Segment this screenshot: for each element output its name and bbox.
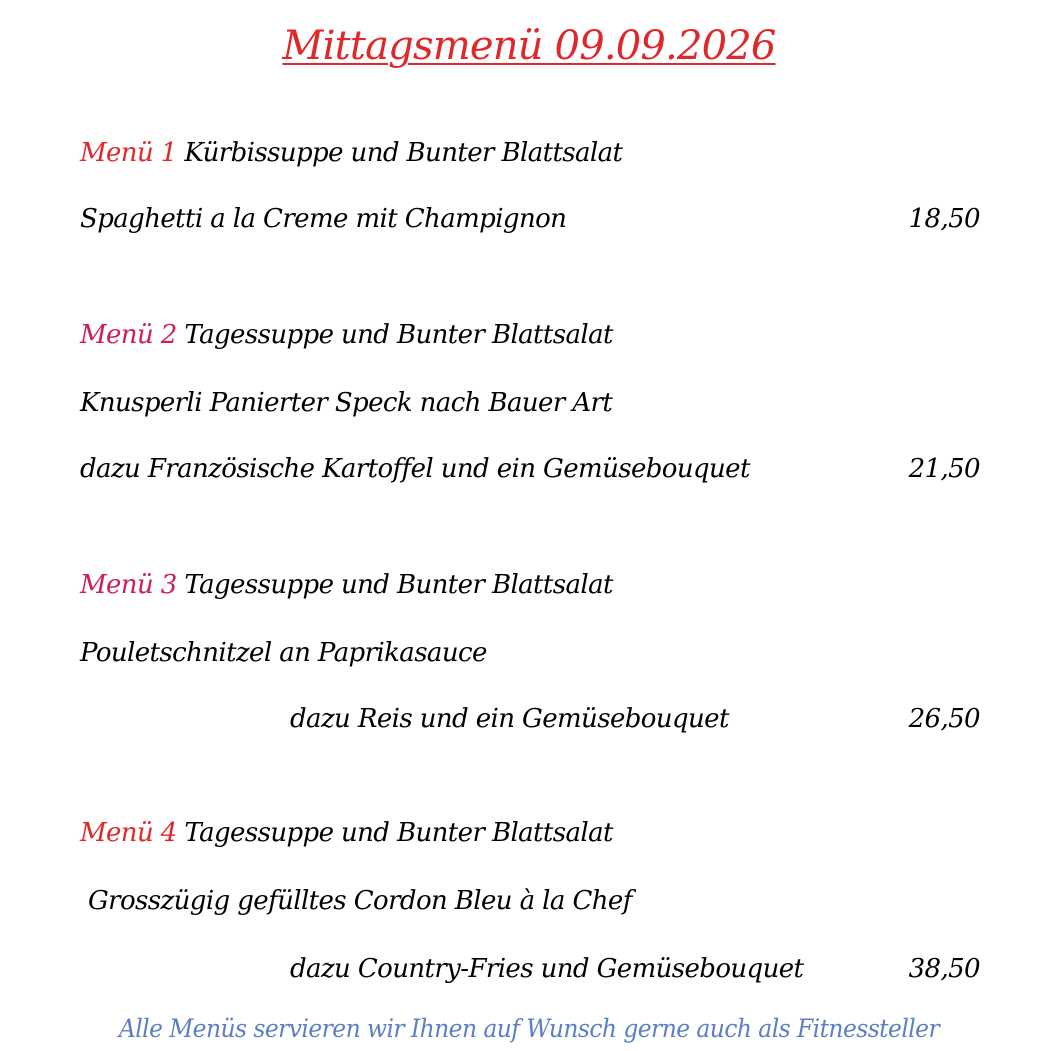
- menu-footer-note: Alle Menüs servieren wir Ihnen auf Wunsch gerne auch als Fitnessteller: [118, 1014, 940, 1043]
- menu-3-label: Menü 3: [80, 570, 177, 600]
- menu-3-price: 26,50: [908, 704, 980, 734]
- menu-2-heading: Tagessuppe und Bunter Blattsalat: [184, 320, 613, 350]
- menu-1-label: Menü 1: [80, 138, 177, 168]
- menu-3-side: dazu Reis und ein Gemüsebouquet: [290, 704, 729, 734]
- menu-2-label: Menü 2: [80, 320, 177, 350]
- menu-1-dish: Spaghetti a la Creme mit Champignon: [80, 204, 567, 234]
- menu-4-heading: Tagessuppe und Bunter Blattsalat: [184, 818, 613, 848]
- menu-3-heading: Tagessuppe und Bunter Blattsalat: [184, 570, 613, 600]
- menu-4-side: dazu Country-Fries und Gemüsebouquet: [290, 954, 804, 984]
- menu-1-price: 18,50: [908, 204, 980, 234]
- menu-title: Mittagsmenü 09.09.2026: [282, 23, 776, 69]
- menu-2-heading-line: [80, 318, 613, 352]
- menu-3-heading-line: [80, 568, 613, 602]
- menu-2-side: dazu Französische Kartoffel und ein Gemüsebouquet: [80, 454, 750, 484]
- menu-1-heading: Kürbissuppe und Bunter Blattsalat: [184, 138, 623, 168]
- menu-3-dish: Pouletschnitzel an Paprikasauce: [80, 638, 487, 668]
- menu-4-label: Menü 4: [80, 818, 177, 848]
- menu-2-price: 21,50: [908, 454, 980, 484]
- menu-4-price: 38,50: [908, 954, 980, 984]
- menu-2-dish: Knusperli Panierter Speck nach Bauer Art: [80, 388, 613, 418]
- menu-1-heading-line: [80, 136, 622, 170]
- menu-4-heading-line: [80, 816, 613, 850]
- menu-4-dish: Grosszügig gefülltes Cordon Bleu à la Chef: [88, 886, 632, 916]
